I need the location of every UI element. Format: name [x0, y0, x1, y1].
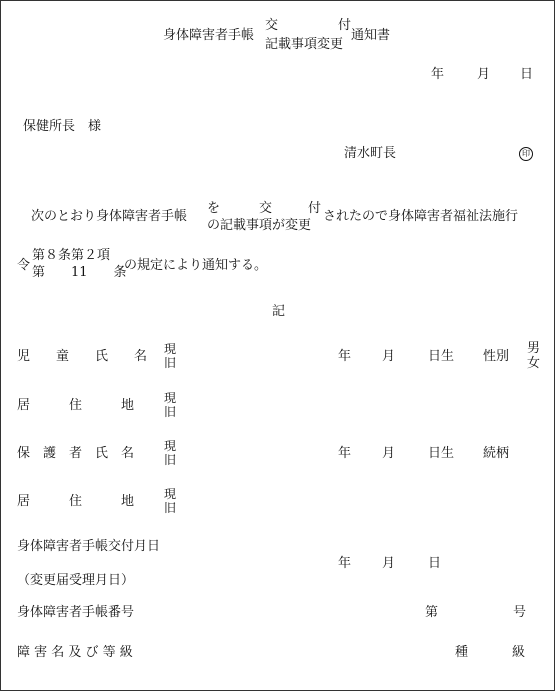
- title-suffix: 通知書: [351, 28, 391, 43]
- sex-female: 女: [527, 356, 541, 371]
- current-mark: 現: [164, 439, 177, 453]
- number-dai: 第: [425, 605, 439, 620]
- number-label: 身体障害者手帳番号: [17, 605, 135, 620]
- current-mark: 現: [164, 391, 177, 405]
- former-mark: 旧: [164, 501, 177, 515]
- number-gou: 号: [513, 605, 527, 620]
- current-mark: 現: [164, 487, 177, 501]
- guardian-month: 月: [382, 446, 396, 461]
- body-line2-bottom: 第 11 条: [32, 265, 127, 280]
- former-mark: 旧: [164, 453, 177, 467]
- body-line1-top-right: 付: [308, 201, 322, 216]
- body-line1-top: 交: [259, 201, 273, 216]
- ki-label: 記: [272, 304, 286, 319]
- child-month: 月: [382, 349, 396, 364]
- child-day-birth: 日生: [428, 349, 455, 364]
- issue-year: 年: [338, 556, 352, 571]
- relation-label: 続柄: [483, 446, 510, 461]
- body-line2-top: 第８条第２項: [32, 248, 111, 263]
- seal-mark: 印: [519, 147, 533, 161]
- current-mark: 現: [164, 342, 177, 356]
- addressee: 保健所長 様: [23, 119, 102, 134]
- title-prefix: 身体障害者手帳: [163, 28, 255, 43]
- body-line1-no: の: [207, 218, 221, 233]
- body-line1-wo: を: [207, 201, 221, 216]
- guardian-year: 年: [338, 446, 352, 461]
- title-top-right: 付: [338, 18, 352, 33]
- disability-label: 障 害 名 及 び 等 級: [17, 645, 133, 660]
- title-bottom: 記載事項変更: [265, 37, 344, 52]
- body-line1-bottom: 記載事項が変更: [220, 218, 312, 233]
- date-day: 日: [520, 67, 534, 82]
- body-line2-rei: 令: [17, 258, 31, 273]
- body-line2-suffix: の規定により通知する。: [124, 258, 268, 273]
- child-name-label: 児 童 氏 名: [17, 349, 148, 364]
- title-top: 交: [265, 18, 279, 33]
- former-mark: 旧: [164, 356, 177, 370]
- guardian-name-label: 保 護 者 氏 名: [17, 446, 135, 461]
- child-year: 年: [338, 349, 352, 364]
- residence-label: 居 住 地: [17, 494, 135, 509]
- body-line1-suffix: されたので身体障害者福祉法施行: [323, 209, 519, 224]
- date-month: 月: [477, 67, 491, 82]
- date-year: 年: [431, 67, 445, 82]
- sex-label: 性別: [483, 349, 510, 364]
- disability-kyu: 級: [512, 645, 526, 660]
- issue-date-label: 身体障害者手帳交付月日: [17, 539, 161, 554]
- disability-shu: 種: [455, 645, 469, 660]
- sex-male: 男: [527, 341, 541, 356]
- former-mark: 旧: [164, 405, 177, 419]
- residence-label: 居 住 地: [17, 398, 135, 413]
- sender: 清水町長: [344, 146, 397, 161]
- guardian-day-birth: 日生: [428, 446, 455, 461]
- issue-day: 日: [428, 556, 442, 571]
- issue-month: 月: [382, 556, 396, 571]
- body-line1-prefix: 次のとおり身体障害者手帳: [31, 209, 188, 224]
- change-date-label: （変更届受理月日）: [17, 573, 135, 588]
